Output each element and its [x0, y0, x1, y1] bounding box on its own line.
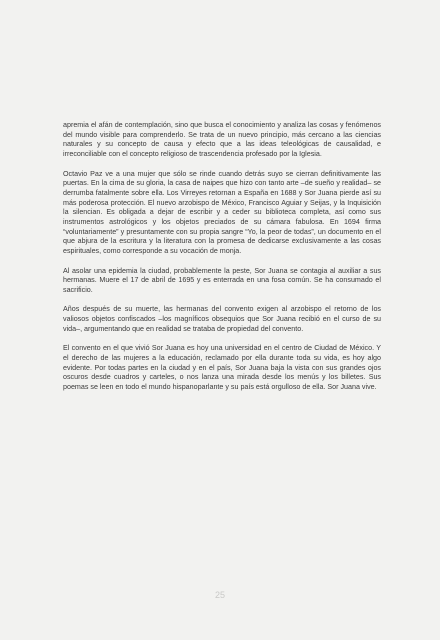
paragraph-2: Octavio Paz ve a una mujer que sólo se rinde cuando detrás suyo se cierran definitivamente las puertas. En la cima de su gloria, la casa de naipes que hizo con tanto arte –de sueño y realidad– se derrumba fatalmente sobre ella. Los Virreyes retornan a España en 1688 y Sor Juana pierde así su más poderosa protección. El nuevo arzobispo de México, Francisco Aguiar y Seijas, y la Inquisición la silencian. Es obligada a dejar de escribir y a ceder su biblioteca completa, así como sus instrumentos astrológicos y los objetos preciados de su cámara fabulosa. En 1694 firma “voluntariamente” y presuntamente con su propia sangre “Yo, la peor de todas”, un documento en el que abjura de la escritura y la literatura con la promesa de dedicarse exclusivamente a las cosas espirituales, como corresponde a su vocación de monja.	[63, 169, 381, 256]
page-number: 25	[214, 590, 225, 600]
paragraph-4: Años después de su muerte, las hermanas del convento exigen al arzobispo el retorno de los valiosos objetos confiscados –los magníficos obsequios que Sor Juana recibió en el curso de su vida–, argumentando que en realidad se trataba de propiedad del convento.	[63, 305, 381, 333]
paragraph-1: apremia el afán de contemplación, sino que busca el conocimiento y analiza las cosas y fenómenos del mundo visible para comprenderlo. Se trata de un nuevo principio, más cercano a las ciencias naturales y su concepto de causa y efecto que a las ideas teleológicas de causalidad, e irreconciliable con el concepto religioso de trascendencia profesado por la Iglesia.	[63, 121, 381, 159]
paragraph-3: Al asolar una epidemia la ciudad, probablemente la peste, Sor Juana se contagia al auxiliar a sus hermanas. Muere el 17 de abril de 1695 y es enterrada en una fosa común. Se ha consumado el sacrificio.	[63, 266, 381, 294]
paragraph-5: El convento en el que vivió Sor Juana es hoy una universidad en el centro de Ciudad de México. Y el derecho de las mujeres a la educación, reclamado por ella durante toda su vida, es hoy algo evidente. Por todas partes en la ciudad y en el país, Sor Juana baja la vista con sus grandes ojos oscuros desde cuadros y carteles, o nos lanza una mirada desde los menús y los billetes. Sus poemas se leen en todo el mundo hispanoparlante y su país está orgulloso de ella. Sor Juana vive.	[63, 344, 381, 391]
body-text	[63, 121, 381, 402]
